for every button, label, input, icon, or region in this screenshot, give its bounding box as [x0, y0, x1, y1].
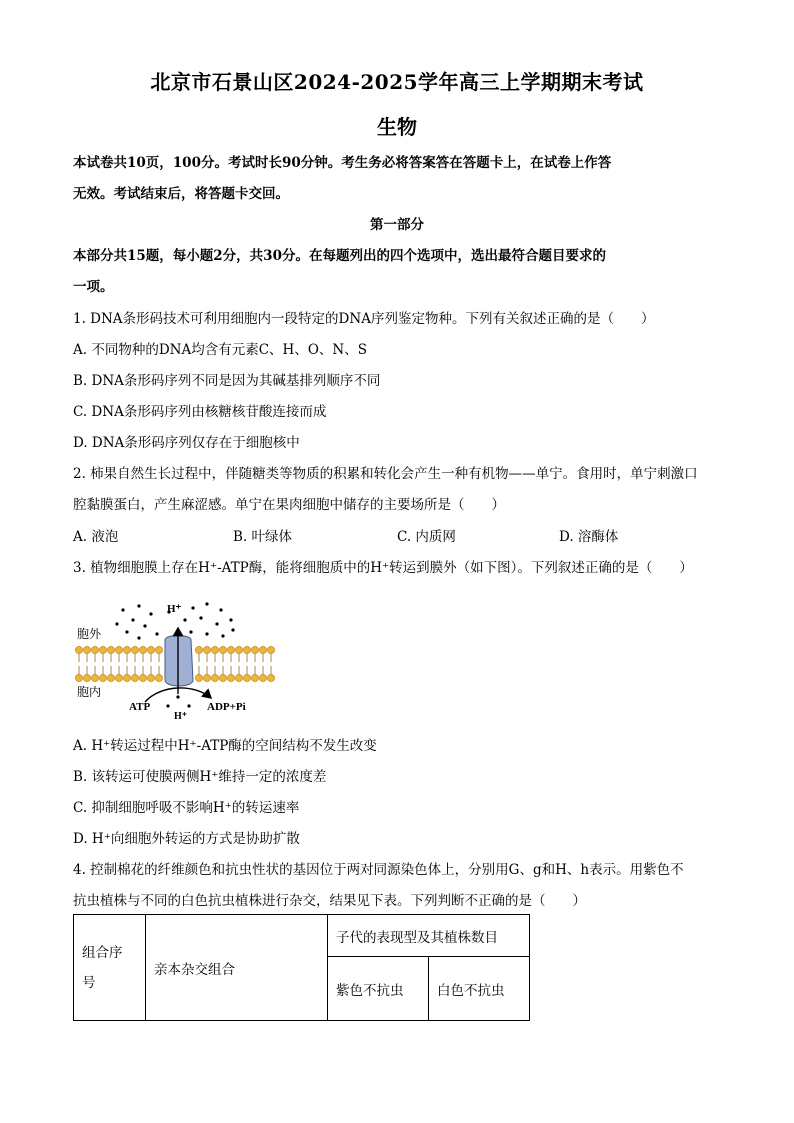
- table-header-offspring: 子代的表现型及其植株数目: [328, 915, 530, 957]
- q4-stem-1: 4. 控制棉花的纤维颜色和抗虫性状的基因位于两对同源染色体上，分别用G、g和H、h表示。用紫色不: [73, 862, 684, 878]
- exam-title: 北京市石景山区2024-2025学年高三上学期期末考试: [150, 70, 644, 94]
- part-intro-2: 一项。: [73, 279, 114, 295]
- membrane-figure: [73, 598, 283, 723]
- notice-line-1: 本试卷共10页，100分。考试时长90分钟。考生务必将答案答在答题卡上，在试卷上作答: [73, 155, 612, 171]
- q2-option-c: C. 内质网: [397, 529, 456, 545]
- q2-stem-2: 腔黏膜蛋白，产生麻涩感。单宁在果肉细胞中储存的主要场所是（ ）: [73, 497, 505, 513]
- q4-stem-2: 抗虫植株与不同的白色抗虫植株进行杂交，结果见下表。下列判断不正确的是（ ）: [73, 893, 586, 909]
- q2-option-d: D. 溶酶体: [559, 529, 619, 545]
- q3-option-c: C. 抑制细胞呼吸不影响H⁺的转运速率: [73, 800, 300, 816]
- q3-option-b: B. 该转运可使膜两侧H⁺维持一定的浓度差: [73, 769, 327, 785]
- table-header-parents: 亲本杂交组合: [146, 915, 328, 1021]
- part-heading: 第一部分: [370, 217, 424, 233]
- table-header-group-no: 组合序 号: [74, 915, 146, 1021]
- adp-label: ADP+Pi: [207, 701, 246, 713]
- h-ion-top-label: H⁺: [167, 603, 182, 615]
- atp-label: ATP: [129, 701, 151, 713]
- membrane-diagram: [73, 598, 283, 727]
- q1-stem: 1. DNA条形码技术可利用细胞内一段特定的DNA序列鉴定物种。下列有关叙述正确的是（ ）: [73, 311, 655, 327]
- q1-option-c: C. DNA条形码序列由核糖核苷酸连接而成: [73, 404, 327, 420]
- q2-option-b: B. 叶绿体: [233, 529, 293, 545]
- q1-option-d: D. DNA条形码序列仅存在于细胞核中: [73, 435, 300, 451]
- table-subheader-purple: 紫色不抗虫: [328, 957, 429, 1021]
- atpase-protein: [165, 636, 193, 687]
- q3-option-a: A. H⁺转运过程中H⁺-ATP酶的空间结构不发生改变: [73, 738, 377, 754]
- q1-option-a: A. 不同物种的DNA均含有元素C、H、O、N、S: [73, 342, 367, 358]
- notice-line-2: 无效。考试结束后，将答题卡交回。: [73, 186, 289, 202]
- q3-option-d: D. H⁺向细胞外转运的方式是协助扩散: [73, 831, 300, 847]
- part-intro-1: 本部分共15题，每小题2分，共30分。在每题列出的四个选项中，选出最符合题目要求的: [73, 248, 606, 264]
- inside-label: 胞内: [77, 685, 102, 699]
- q2-option-a: A. 液泡: [73, 529, 119, 545]
- q1-option-b: B. DNA条形码序列不同是因为其碱基排列顺序不同: [73, 373, 381, 389]
- q3-stem: 3. 植物细胞膜上存在H⁺-ATP酶，能将细胞质中的H⁺转运到膜外（如下图）。下列叙述正确的是（ ）: [73, 560, 693, 576]
- q2-stem-1: 2. 柿果自然生长过程中，伴随糖类等物质的积累和转化会产生一种有机物——单宁。食用时，单宁刺激口: [73, 466, 698, 482]
- h-ion-bottom-label: H⁺: [174, 711, 188, 722]
- table-subheader-white: 白色不抗虫: [429, 957, 530, 1021]
- outside-label: 胞外: [77, 627, 102, 641]
- subject-title: 生物: [377, 115, 417, 139]
- q4-cross-table: [73, 914, 530, 1021]
